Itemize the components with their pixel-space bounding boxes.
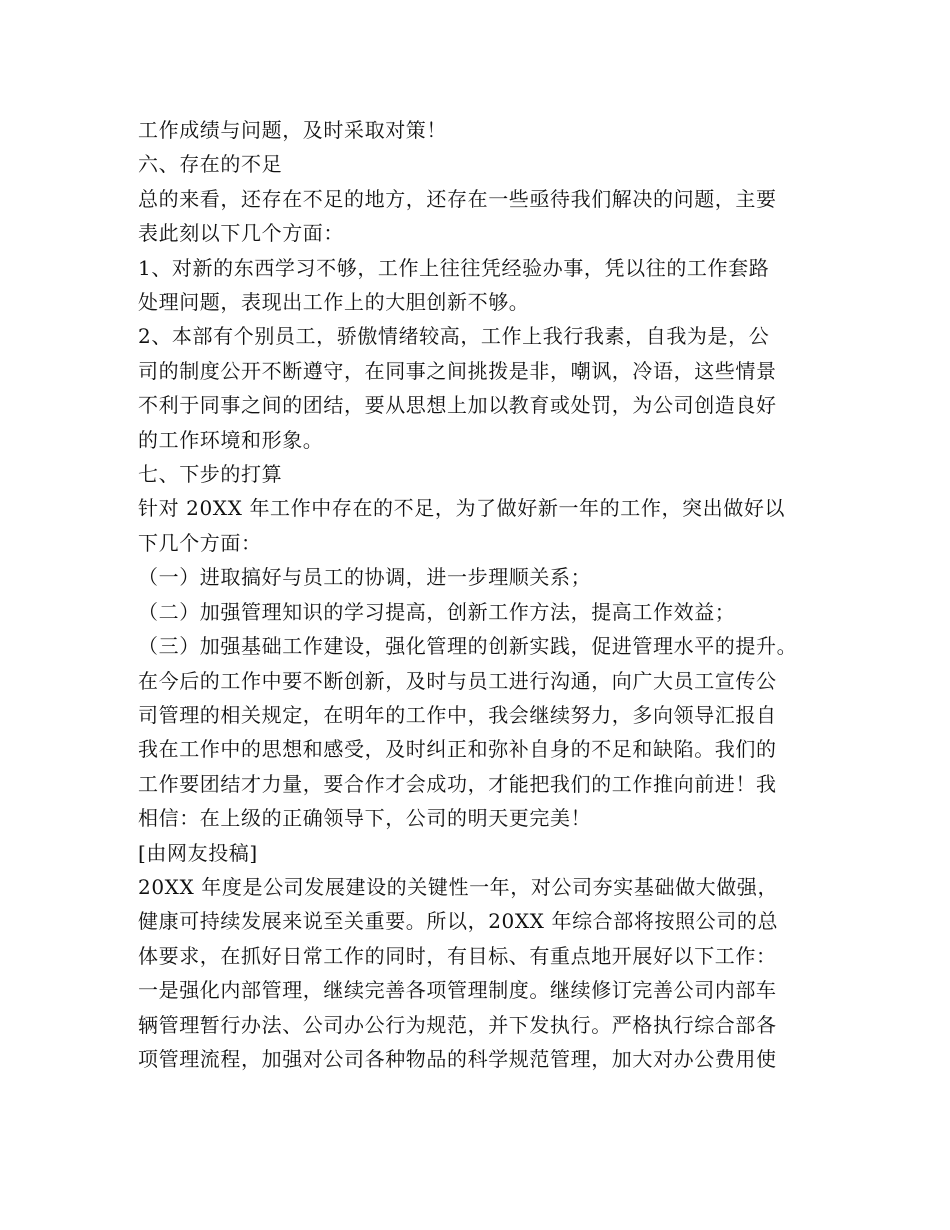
text-line: 相信：在上级的正确领导下，公司的明天更完美！ <box>138 806 592 831</box>
text-line: 20XX 年度是公司发展建设的关键性一年，对公司夯实基础做大做强， <box>138 874 779 899</box>
text-line: 的工作环境和形象。 <box>138 427 324 452</box>
text-line: 在今后的工作中要不断创新，及时与员工进行沟通，向广大员工宣传公 <box>138 668 777 693</box>
text-line: 工作要团结才力量，要合作才会成功，才能把我们的工作推向前进！我 <box>138 771 777 796</box>
text-line: （二）加强管理知识的学习提高，创新工作方法，提高工作效益； <box>138 599 736 624</box>
section-heading: 七、下步的打算 <box>138 462 283 487</box>
text-line: 司管理的相关规定，在明年的工作中，我会继续努力，多向领导汇报自 <box>138 702 777 727</box>
text-line: 表此刻以下几个方面： <box>138 221 344 246</box>
text-line: 体要求，在抓好日常工作的同时，有目标、有重点地开展好以下工作： <box>138 943 777 968</box>
document-body <box>138 113 828 1076</box>
text-line: 辆管理暂行办法、公司办公行为规范，并下发执行。严格执行综合部各 <box>138 1012 777 1037</box>
text-line: 总的来看，还存在不足的地方，还存在一些亟待我们解决的问题，主要 <box>138 186 777 211</box>
text-line: 2、本部有个别员工，骄傲情绪较高，工作上我行我素，自我为是，公 <box>138 324 770 349</box>
source-note: [由网友投稿] <box>138 840 258 865</box>
text-line: （一）进取搞好与员工的协调，进一步理顺关系； <box>138 565 592 590</box>
text-line: 下几个方面： <box>138 530 262 555</box>
text-line: 我在工作中的思想和感受，及时纠正和弥补自身的不足和缺陷。我们的 <box>138 737 777 762</box>
text-line: 1、对新的东西学习不够，工作上往往凭经验办事，凭以往的工作套路 <box>138 255 770 280</box>
text-line: 司的制度公开不断遵守，在同事之间挑拨是非，嘲讽，冷语，这些情景 <box>138 358 777 383</box>
text-line: 针对 20XX 年工作中存在的不足，为了做好新一年的工作，突出做好以 <box>138 496 786 521</box>
text-line: 不利于同事之间的团结，要从思想上加以教育或处罚，为公司创造良好 <box>138 393 777 418</box>
text-line: 工作成绩与问题，及时采取对策！ <box>138 118 447 142</box>
section-heading: 六、存在的不足 <box>138 152 283 177</box>
text-line: （三）加强基础工作建设，强化管理的创新实践，促进管理水平的提升。 <box>138 634 798 659</box>
text-line: 健康可持续发展来说至关重要。所以，20XX 年综合部将按照公司的总 <box>138 909 779 934</box>
text-line: 项管理流程，加强对公司各种物品的科学规范管理，加大对办公费用使 <box>138 1046 777 1071</box>
text-line: 处理问题，表现出工作上的大胆创新不够。 <box>138 290 530 315</box>
text-line: 一是强化内部管理，继续完善各项管理制度。继续修订完善公司内部车 <box>138 978 777 1003</box>
